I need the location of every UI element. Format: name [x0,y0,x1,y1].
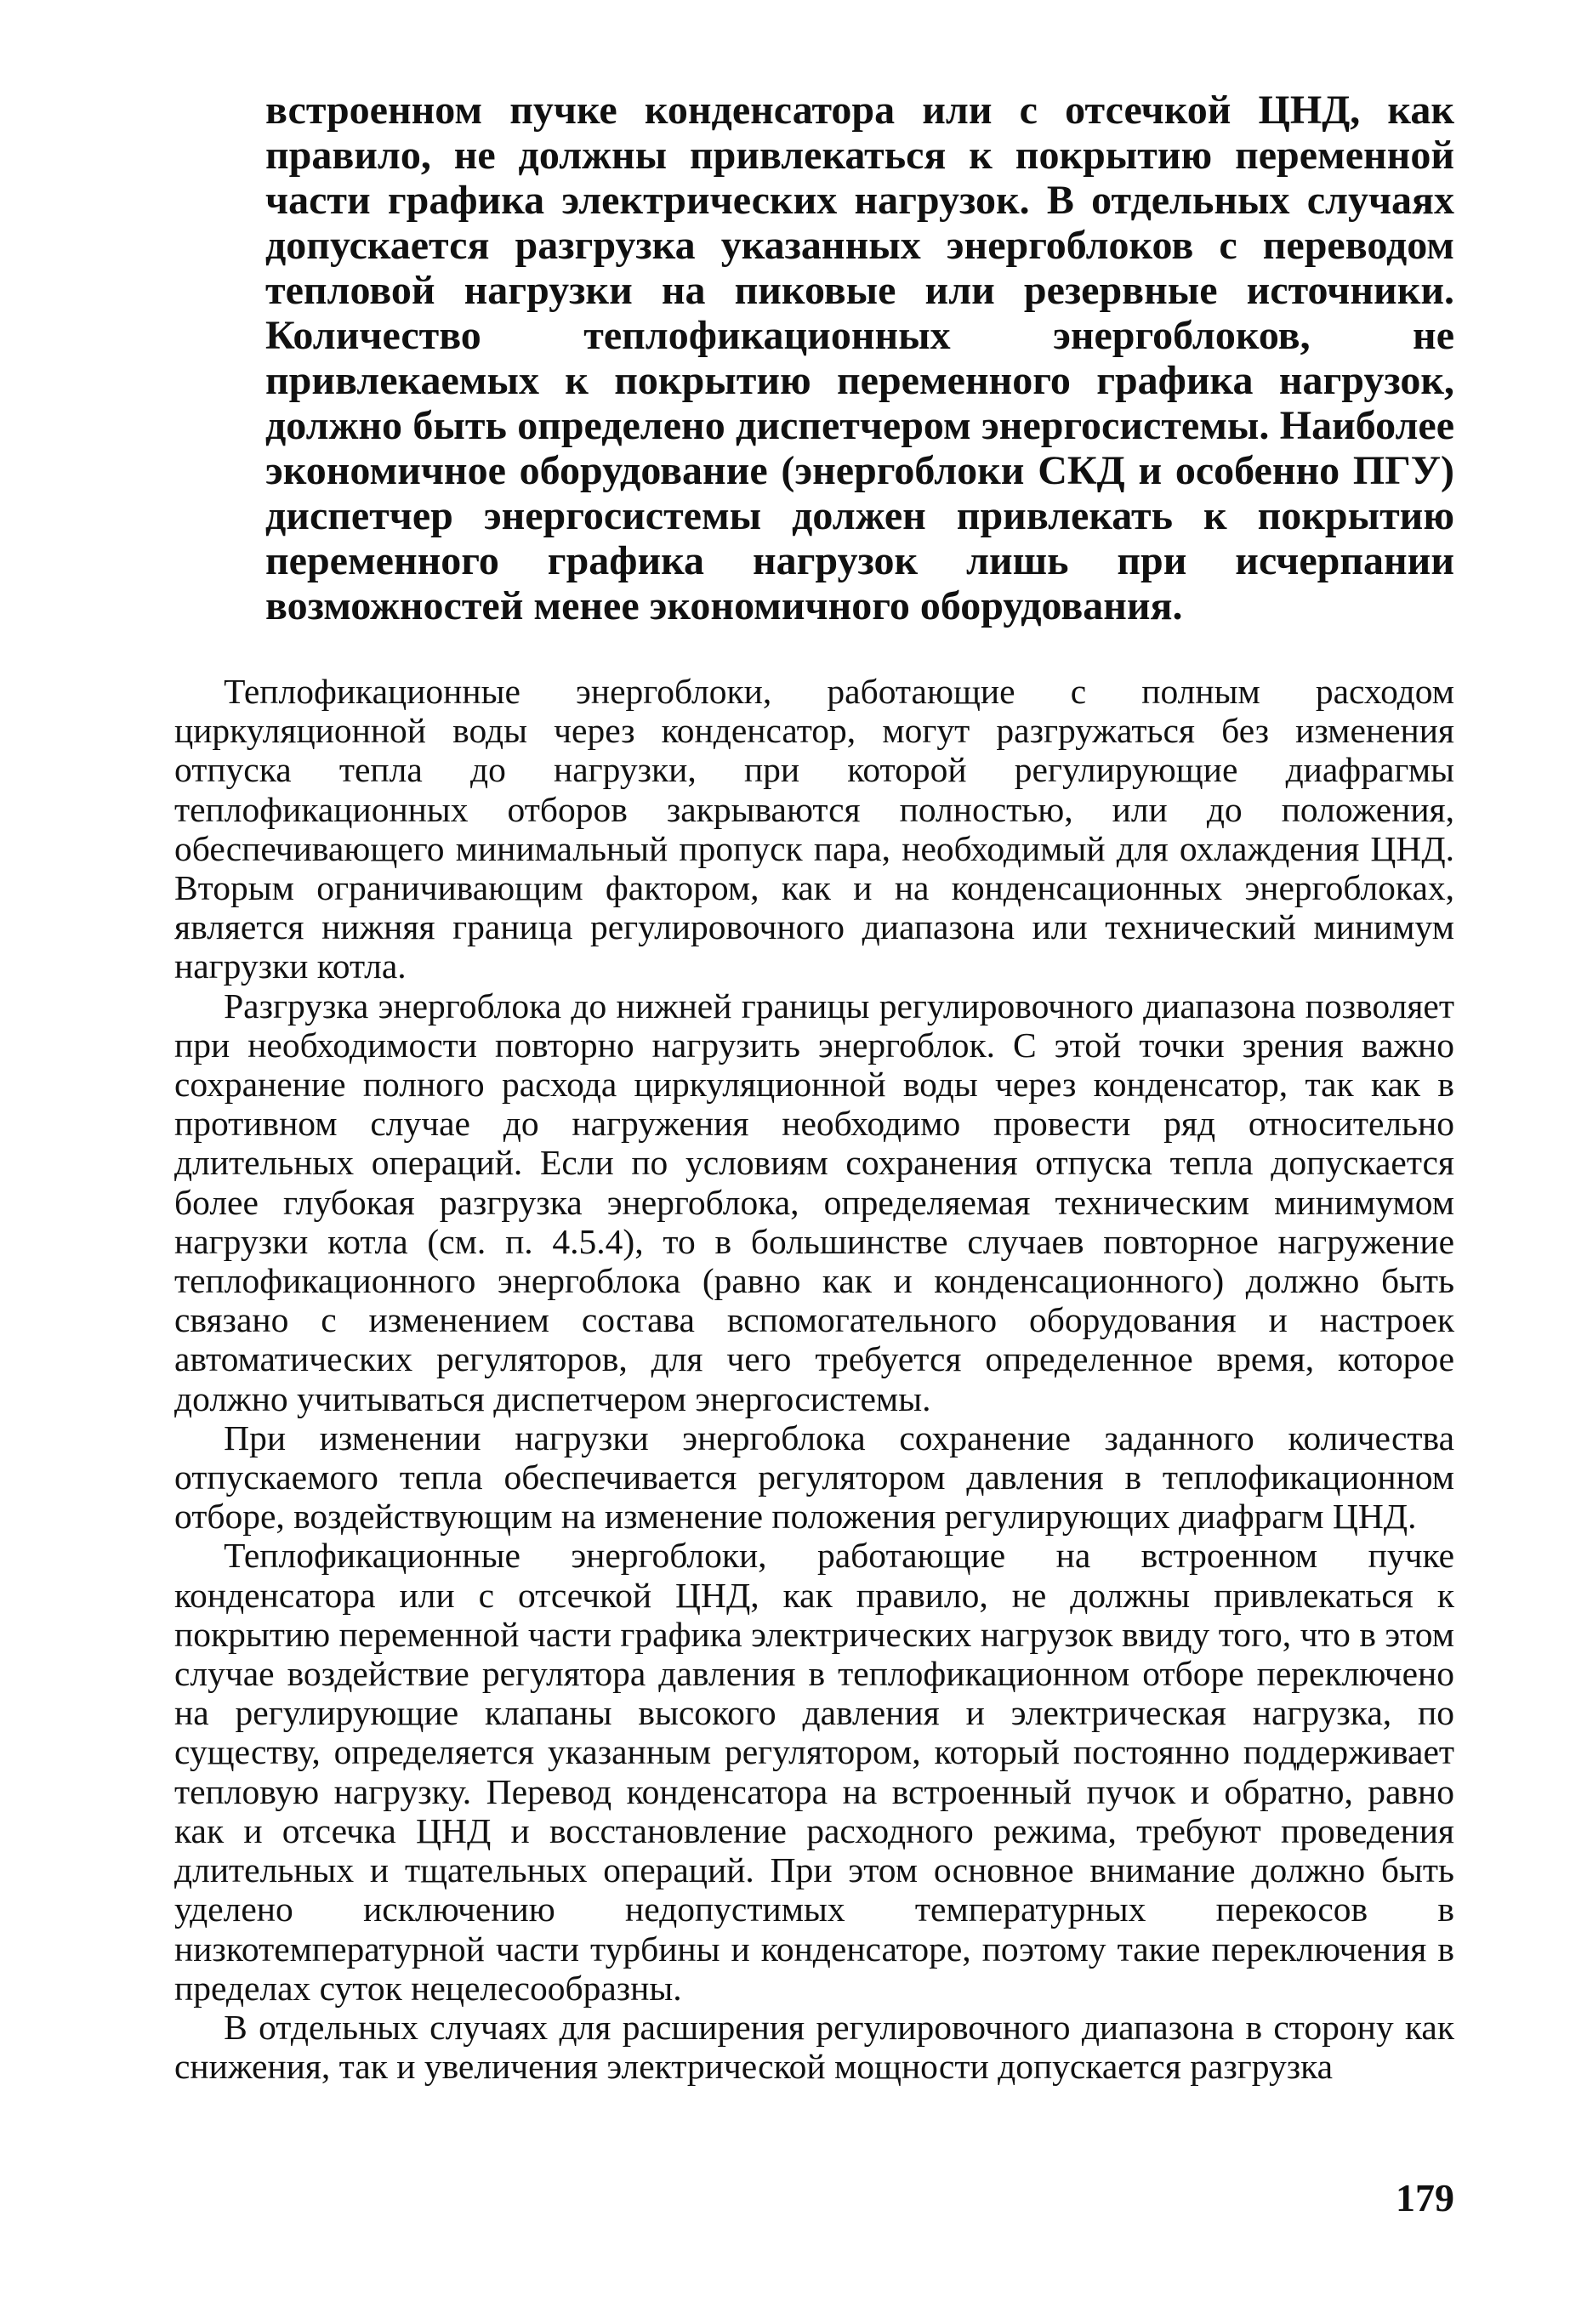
paragraph-3: При изменении нагрузки энергоблока сохранение заданного количества отпускаемого тепла обеспечивается регулятором давления в теплофикационном отборе, воздействующим на изменение положения регулирующих диафрагм ЦНД. [174,1418,1454,1537]
paragraph-2: Разгрузка энергоблока до нижней границы регулировочного диапазона позволяет при необходимости повторно нагрузить энергоблок. С этой точки зрения важно сохранение полного расхода циркуляционной воды через конденсатор, так как в противном случае до нагружения необходимо провести ряд относительно длительных операций. Если по условиям сохранения отпуска тепла допускается более глубокая разгрузка энергоблока, определяемая техническим минимумом нагрузки котла (см. п. 4.5.4), то в большинстве случаев повторное нагружение теплофикационного энергоблока (равно как и конденсационного) должно быть связано с изменением состава вспомогательного оборудования и настроек автоматических регуляторов, для чего требуется определенное время, которое должно учитываться диспетчером энергосистемы. [174,986,1454,1418]
paragraph-4: Теплофикационные энергоблоки, работающие на встроенном пучке конденсатора или с отсечкой ЦНД, как правило, не должны привлекаться к покрытию переменной части графика электрических нагрузок ввиду того, что в этом случае воздействие регулятора давления в теплофикационном отборе переключено на регулирующие клапаны высокого давления и электрическая нагрузка, по существу, определяется указанным регулятором, который постоянно поддерживает тепловую нагрузку. Перевод конденсатора на встроенный пучок и обратно, равно как и отсечка ЦНД и восстановление расходного режима, требуют проведения длительных и тщательных операций. При этом основное внимание должно быть уделено исключению недопустимых температурных перекосов в низкотемпературной части турбины и конденсаторе, поэтому такие переключения в пределах суток нецелесообразны. [174,1536,1454,2008]
paragraph-5: В отдельных случаях для расширения регулировочного диапазона в сторону как снижения, так и увеличения электрической мощности допускается разгрузка [174,2007,1454,2087]
body-text [174,672,1454,2086]
bold-paragraph: встроенном пучке конденсатора или с отсечкой ЦНД, как правило, не должны привлекаться к покрытию переменной части графика электрических нагрузок. В отдельных случаях допускается разгрузка указанных энергоблоков с переводом тепловой нагрузки на пиковые или резервные источники. Количество теплофикационных энергоблоков, не привлекаемых к покрытию переменного графика нагрузок, должно быть определено диспетчером энергосистемы. Наиболее экономичное оборудование (энергоблоки СКД и особенно ПГУ) диспетчер энергосистемы должен привлекать к покрытию переменного графика нагрузок лишь при исчерпании возможностей менее экономичного оборудования. [265,88,1454,628]
page-number: 179 [1396,2176,1454,2219]
paragraph-1: Теплофикационные энергоблоки, работающие с полным расходом циркуляционной воды через конденсатор, могут разгружаться без изменения отпуска тепла до нагрузки, при которой регулирующие диафрагмы теплофикационных отборов закрываются полностью, или до положения, обеспечивающего минимальный пропуск пара, необходимый для охлаждения ЦНД. Вторым ограничивающим фактором, как и на конденсационных энергоблоках, является нижняя граница регулировочного диапазона или технический минимум нагрузки котла. [174,672,1454,986]
